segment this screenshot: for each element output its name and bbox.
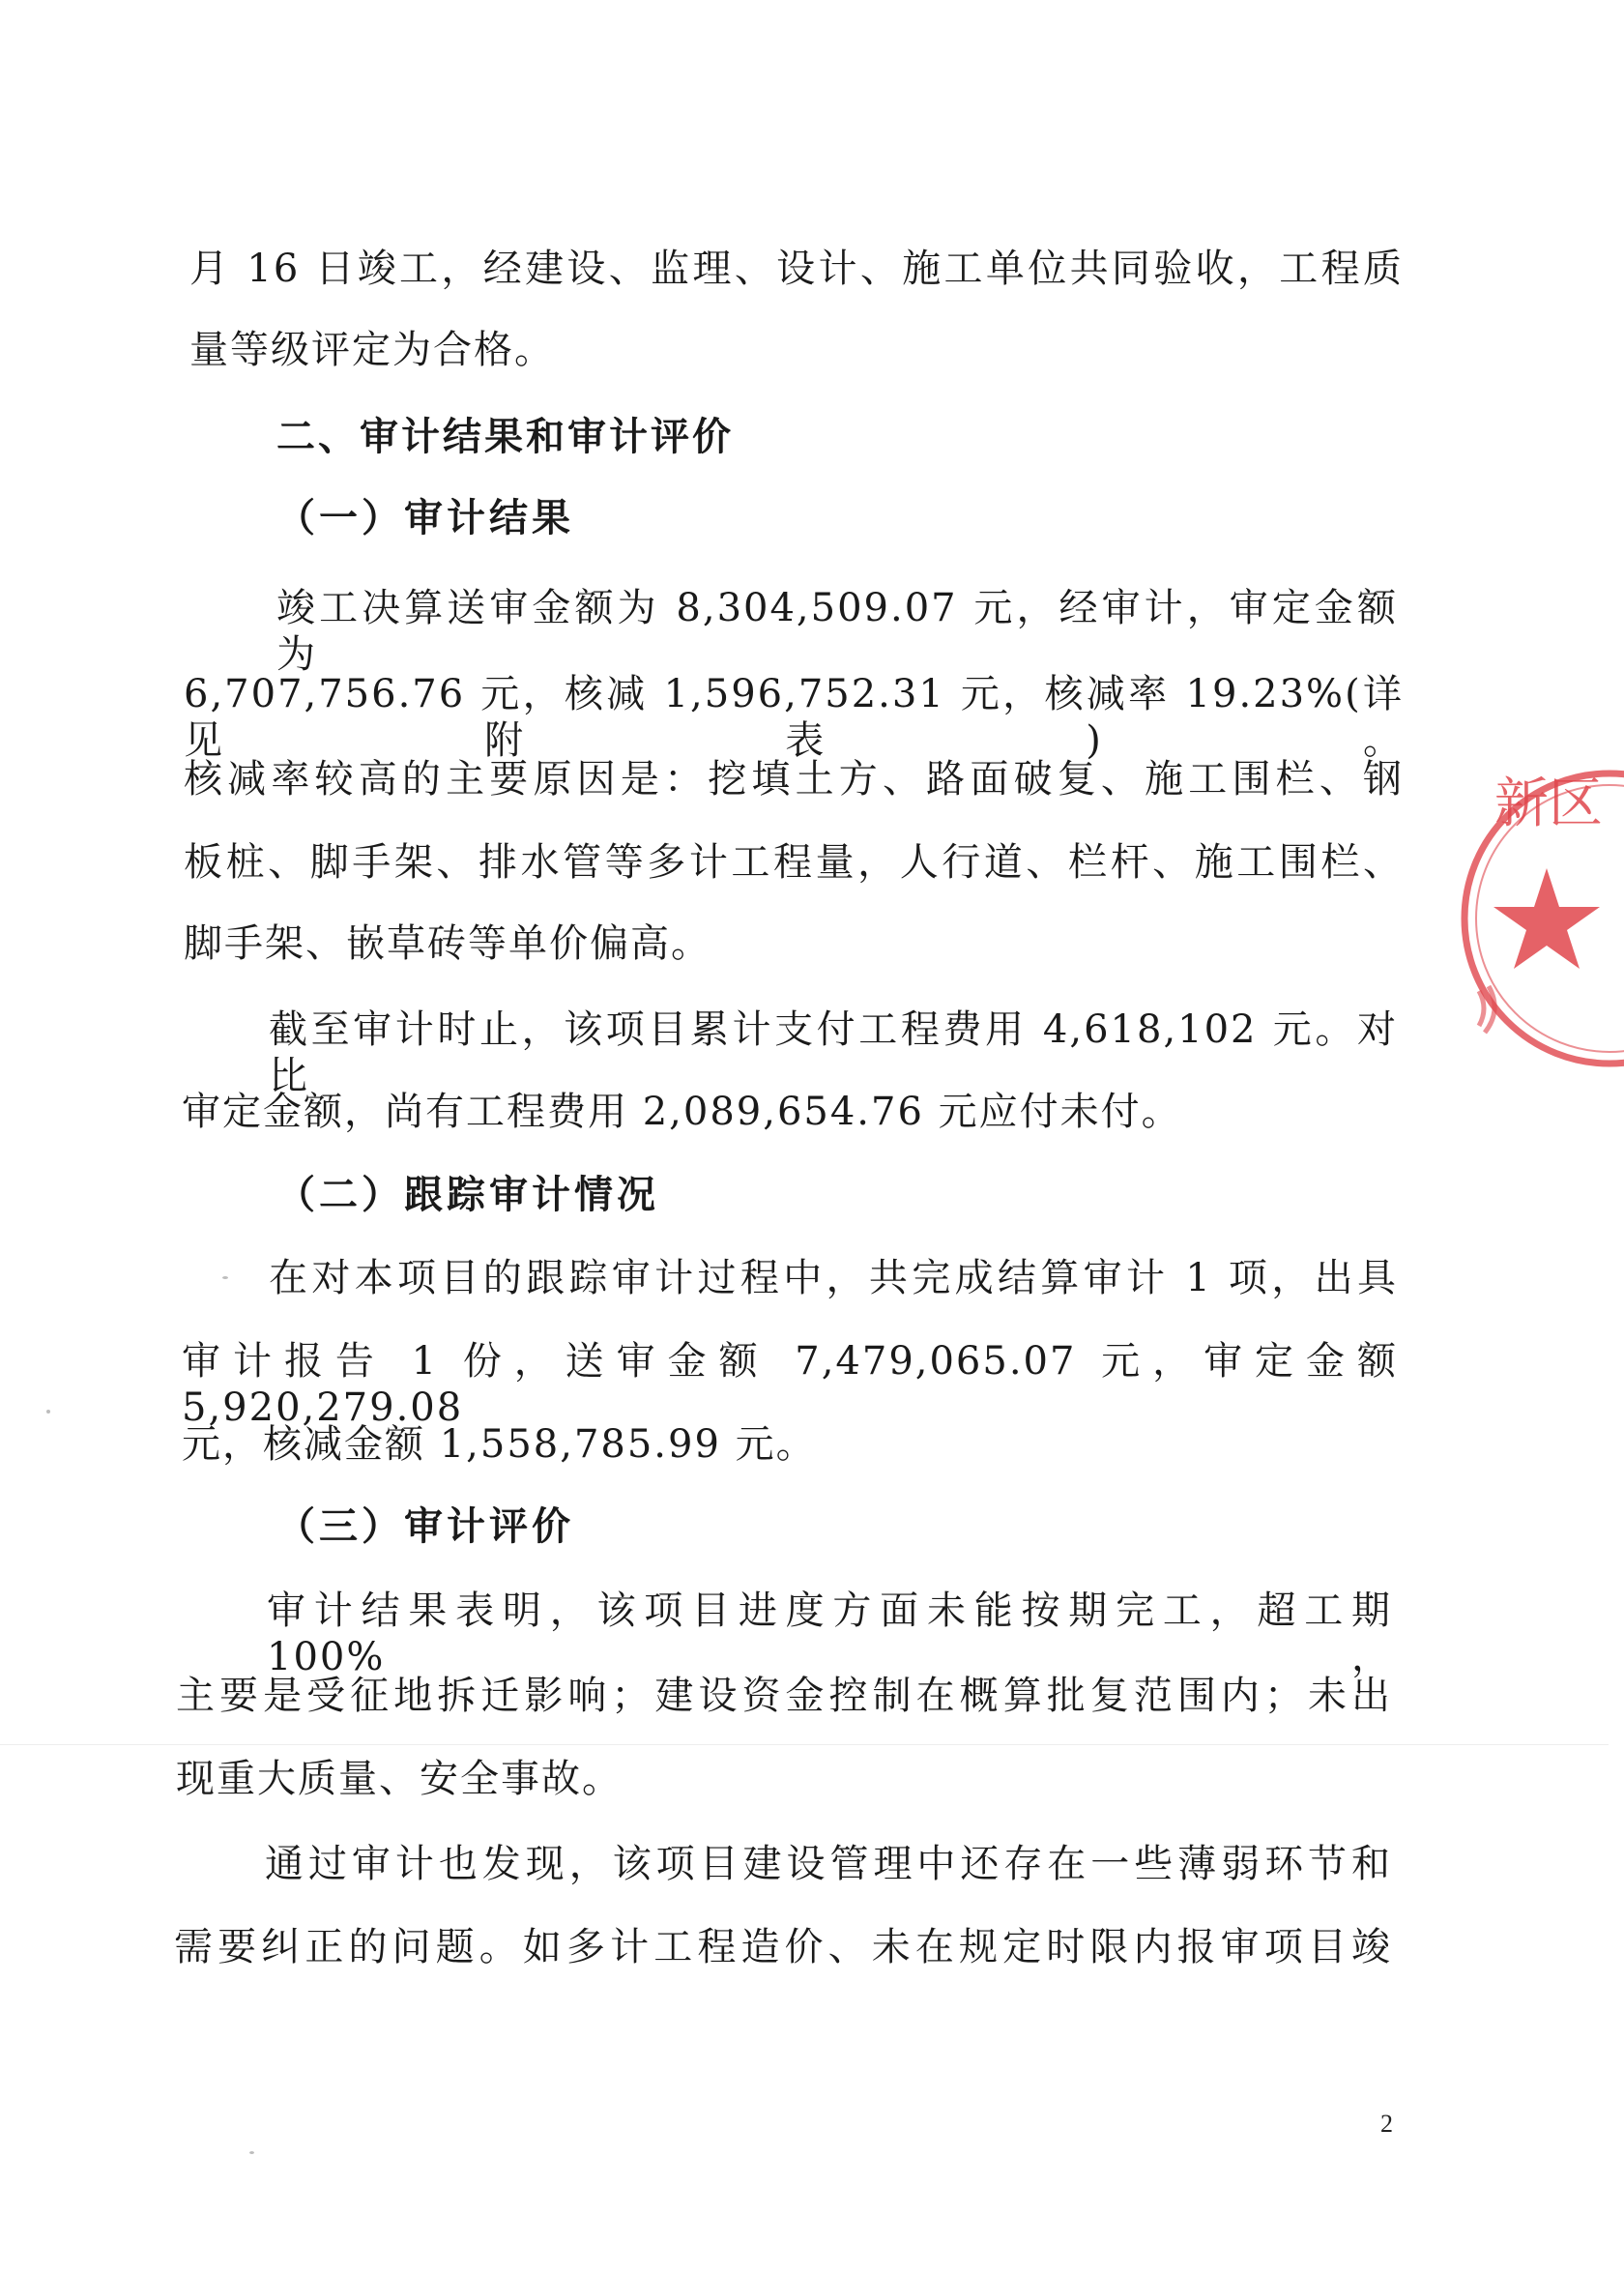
paragraph-line: 截至审计时止，该项目累计支付工程费用 4,618,102 元。对比 bbox=[269, 1007, 1398, 1098]
seal-text: 新区 bbox=[1494, 773, 1603, 835]
paragraph-line: 在对本项目的跟踪审计过程中，共完成结算审计 1 项，出具 bbox=[269, 1256, 1398, 1300]
scan-artifact-line bbox=[0, 1744, 1609, 1745]
seal-icon bbox=[1450, 744, 1624, 1093]
subsection-heading: （三）审计评价 bbox=[276, 1504, 574, 1549]
paragraph-line: 审计结果表明，该项目进度方面未能按期完工，超工期 100%， bbox=[267, 1589, 1392, 1679]
official-seal bbox=[1450, 744, 1624, 1093]
scan-speck bbox=[222, 1276, 228, 1279]
section-heading: 二、审计结果和审计评价 bbox=[276, 415, 734, 459]
scan-speck bbox=[249, 2151, 254, 2154]
paragraph-line: 元，核减金额 1,558,785.99 元。 bbox=[182, 1422, 817, 1467]
paragraph-line: 竣工决算送审金额为 8,304,509.07 元，经审计，审定金额为 bbox=[276, 586, 1398, 677]
paragraph-line: 6,707,756.76 元，核减 1,596,752.31 元，核减率 19.23%(详见附表)。 bbox=[184, 672, 1404, 763]
paragraph-line: 核减率较高的主要原因是：挖填土方、路面破复、施工围栏、钢 bbox=[184, 757, 1404, 802]
paragraph-line: 脚手架、嵌草砖等单价偏高。 bbox=[184, 921, 711, 966]
paragraph-line: 月 16 日竣工，经建设、监理、设计、施工单位共同验收，工程质 bbox=[189, 247, 1404, 291]
paragraph-line: 审计报告 1 份，送审金额 7,479,065.07 元，审定金额 5,920,279.08 bbox=[182, 1339, 1398, 1430]
scan-speck bbox=[46, 1410, 50, 1414]
subsection-heading: （二）跟踪审计情况 bbox=[276, 1173, 659, 1217]
paragraph-line: 现重大质量、安全事故。 bbox=[176, 1757, 623, 1801]
page-number: 2 bbox=[1380, 2110, 1393, 2138]
paragraph-line: 量等级评定为合格。 bbox=[189, 328, 555, 372]
paragraph-line: 审定金额，尚有工程费用 2,089,654.76 元应付未付。 bbox=[182, 1090, 1182, 1134]
paragraph-line: 需要纠正的问题。如多计工程造价、未在规定时限内报审项目竣 bbox=[174, 1925, 1392, 1969]
paragraph-line: 板桩、脚手架、排水管等多计工程量，人行道、栏杆、施工围栏、 bbox=[184, 840, 1404, 885]
paragraph-line: 主要是受征地拆迁影响；建设资金控制在概算批复范围内；未出 bbox=[176, 1674, 1392, 1718]
subsection-heading: （一）审计结果 bbox=[276, 496, 574, 540]
paragraph-line: 通过审计也发现，该项目建设管理中还存在一些薄弱环节和 bbox=[265, 1842, 1392, 1886]
